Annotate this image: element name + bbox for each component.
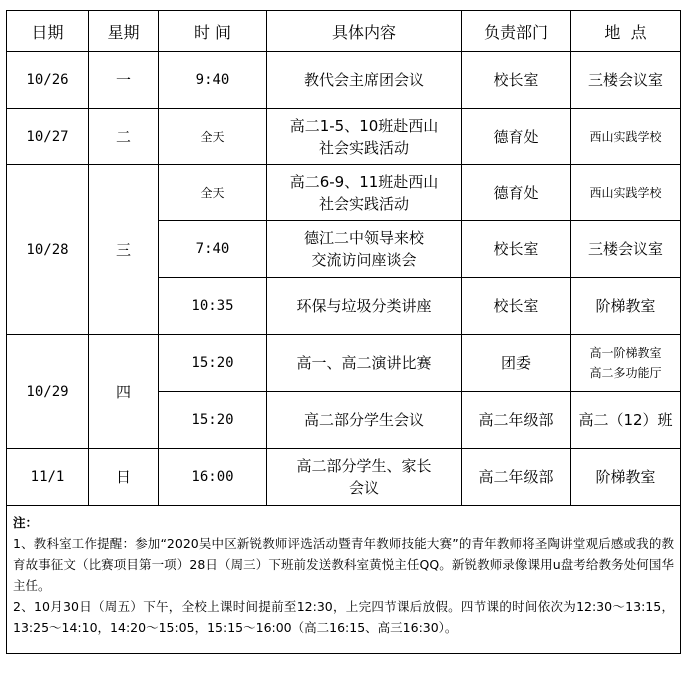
- date-cell: 11/1: [7, 449, 89, 506]
- content-line: 高二部分学生、家长: [296, 457, 432, 475]
- time-cell: 15:20: [159, 335, 267, 392]
- dept-cell: 高二年级部: [462, 449, 571, 506]
- header-place: 地 点: [571, 11, 681, 52]
- content-line: 会议: [348, 479, 379, 497]
- time-cell: 15:20: [159, 392, 267, 449]
- place-cell: 三楼会议室: [571, 221, 681, 278]
- place-cell: 三楼会议室: [571, 52, 681, 109]
- content-cell: 教代会主席团会议: [267, 52, 462, 109]
- content-line: 社会实践活动: [318, 194, 409, 213]
- content-line: 社会实践活动: [318, 138, 409, 157]
- date-cell: 10/27: [7, 109, 89, 165]
- weekday-cell: 日: [89, 449, 159, 506]
- place-cell: 阶梯教室: [571, 449, 681, 506]
- dept-cell: 校长室: [462, 278, 571, 335]
- notes-cell: [7, 506, 681, 654]
- table-row: [7, 52, 681, 109]
- date-cell: 10/28: [7, 165, 89, 335]
- weekday-cell: 四: [89, 335, 159, 449]
- note-item-2: 2、10月30日（周五）下午，全校上课时间提前至12:30，上完四节课后放假。四节课的时间依次为12:30～13:15，13:25～14:10，14:20～15:05，15:15～16:00（高二16:15、高三16:30）。: [13, 599, 674, 635]
- time-cell: 全天: [159, 165, 267, 221]
- content-line: 德江二中领导来校: [303, 229, 424, 247]
- content-cell: [267, 221, 462, 278]
- date-cell: 10/29: [7, 335, 89, 449]
- time-cell: 10:35: [159, 278, 267, 335]
- place-cell: 西山实践学校: [571, 165, 681, 221]
- notes-row: [7, 506, 681, 654]
- place-cell: 西山实践学校: [571, 109, 681, 165]
- table-row: [7, 109, 681, 165]
- dept-cell: 校长室: [462, 52, 571, 109]
- content-line: 交流访问座谈会: [311, 251, 417, 269]
- header-dept: 负责部门: [462, 11, 571, 52]
- content-cell: 高二部分学生会议: [267, 392, 462, 449]
- dept-cell: 德育处: [462, 165, 571, 221]
- content-cell: [267, 109, 462, 165]
- weekday-cell: 一: [89, 52, 159, 109]
- time-cell: 9:40: [159, 52, 267, 109]
- table-row: [7, 449, 681, 506]
- time-cell: 全天: [159, 109, 267, 165]
- time-cell: 16:00: [159, 449, 267, 506]
- header-time: 时 间: [159, 11, 267, 52]
- content-cell: [267, 165, 462, 221]
- place-cell: 阶梯教室: [571, 278, 681, 335]
- date-cell: 10/26: [7, 52, 89, 109]
- place-line: 高二多功能厅: [589, 366, 662, 380]
- header-row: [7, 11, 681, 52]
- place-cell: 高二（12）班: [571, 392, 681, 449]
- notes-label: 注：: [13, 515, 39, 530]
- content-line: 高二6-9、11班赴西山: [289, 172, 439, 191]
- dept-cell: 校长室: [462, 221, 571, 278]
- header-content: 具体内容: [267, 11, 462, 52]
- table-row: [7, 335, 681, 392]
- note-item-1: 1、教科室工作提醒：参加“2020吴中区新锐教师评选活动暨青年教师技能大赛”的青年教师将圣陶讲堂观后感或我的教育故事征文（比赛项目第一项）28日（周三）下班前发送教科室黄悦主任QQ。新锐教师录像课用u盘考给教务处何国华主任。: [13, 536, 674, 593]
- content-cell: 环保与垃圾分类讲座: [267, 278, 462, 335]
- dept-cell: 德育处: [462, 109, 571, 165]
- weekday-cell: 三: [89, 165, 159, 335]
- place-line: 高一阶梯教室: [589, 346, 662, 360]
- dept-cell: 团委: [462, 335, 571, 392]
- content-cell: [267, 449, 462, 506]
- content-line: 高二1-5、10班赴西山: [289, 116, 439, 135]
- schedule-table: [6, 10, 681, 654]
- header-weekday: 星期: [89, 11, 159, 52]
- weekday-cell: 二: [89, 109, 159, 165]
- time-cell: 7:40: [159, 221, 267, 278]
- dept-cell: 高二年级部: [462, 392, 571, 449]
- header-date: 日期: [7, 11, 89, 52]
- place-cell: [571, 335, 681, 392]
- table-row: [7, 165, 681, 221]
- content-cell: 高一、高二演讲比赛: [267, 335, 462, 392]
